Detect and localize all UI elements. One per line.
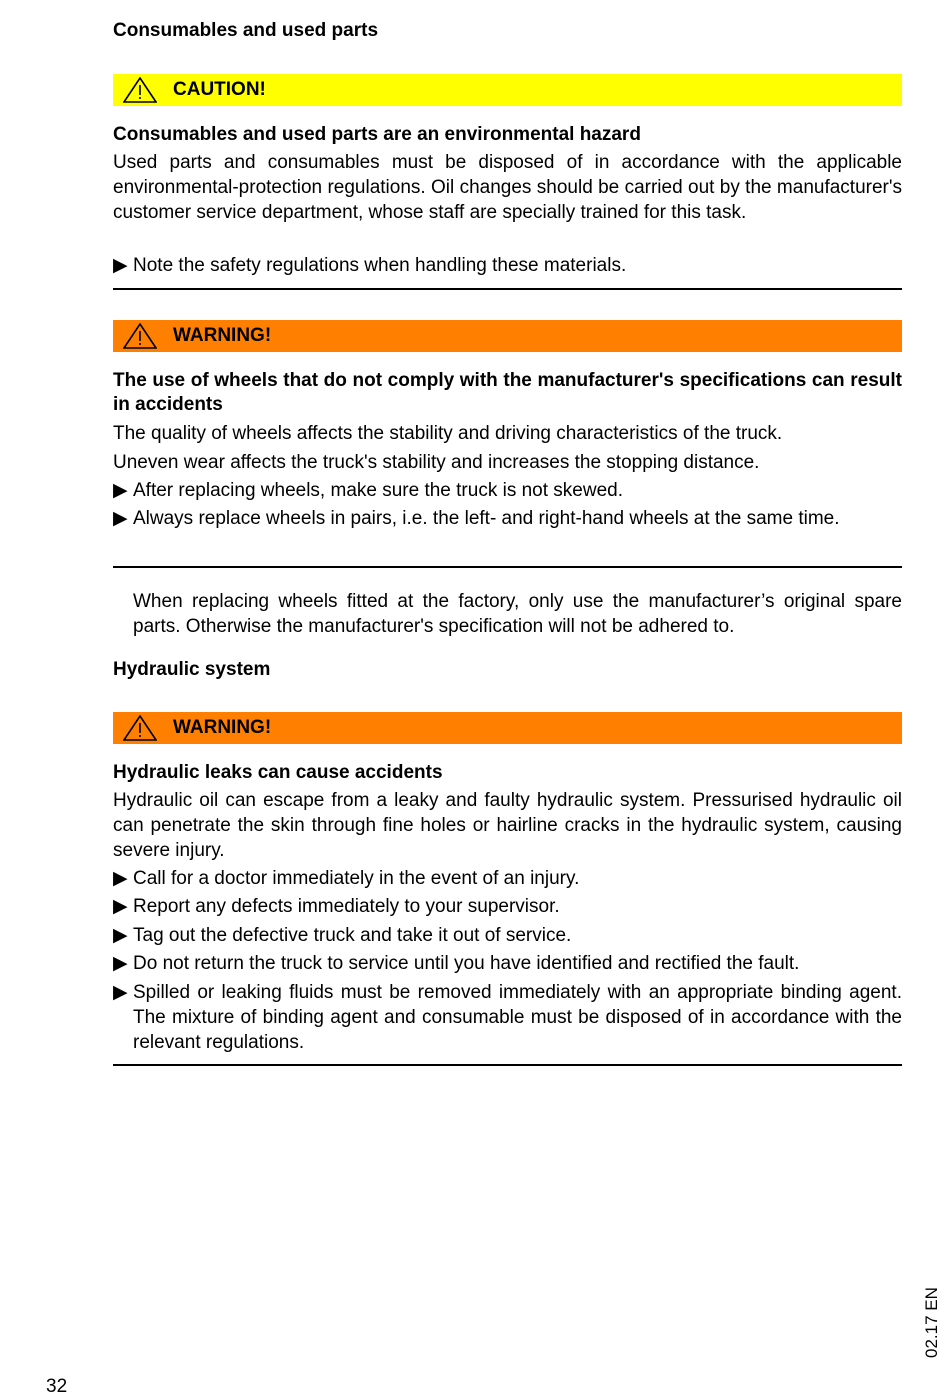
- right-triangle-arrow-icon: ▶: [113, 982, 128, 1003]
- list-item: ▶ Spilled or leaking fluids must be removed immediately with an appropriate binding agent. The mixture of binding agent and consumable must be disposed of in accordance with the relevant regulations.: [113, 982, 902, 1053]
- right-triangle-arrow-icon: ▶: [113, 480, 128, 501]
- wheels-warning-title: The use of wheels that do not comply with the manufacturer's specifications can result in accidents: [113, 370, 902, 415]
- wheels-body-1: The quality of wheels affects the stability and driving characteristics of the truck.: [113, 423, 783, 444]
- list-item: ▶ Report any defects immediately to your supervisor.: [113, 896, 560, 917]
- right-triangle-arrow-icon: ▶: [113, 896, 128, 917]
- warning-triangle-icon: [123, 715, 157, 741]
- section-heading-hydraulic: Hydraulic system: [113, 659, 271, 680]
- right-triangle-arrow-icon: ▶: [113, 255, 128, 276]
- list-item: ▶ After replacing wheels, make sure the truck is not skewed.: [113, 480, 624, 501]
- list-item: ▶ Do not return the truck to service until you have identified and rectified the fault.: [113, 953, 800, 974]
- right-triangle-arrow-icon: ▶: [113, 868, 128, 889]
- section-heading-consumables: Consumables and used parts: [113, 20, 379, 41]
- warning-banner-wheels: [113, 320, 902, 352]
- edition-label: 02.17 EN: [922, 1287, 941, 1358]
- caution-label: CAUTION!: [173, 79, 266, 100]
- hydraulic-warning-title: Hydraulic leaks can cause accidents: [113, 762, 443, 783]
- divider: [113, 566, 902, 568]
- page-number: 32: [46, 1376, 68, 1397]
- warning-triangle-icon: [123, 323, 157, 349]
- caution-body: Used parts and consumables must be disposed of in accordance with the applicable environmental-protection regulations. Oil changes should be carried out by the manufacturer's customer service department, whose staff are specially trained for this task.: [113, 152, 902, 223]
- warning-banner-hydraulic: [113, 712, 902, 744]
- wheels-body-2: Uneven wear affects the truck's stability and increases the stopping distance.: [113, 452, 760, 473]
- list-item: ▶ Note the safety regulations when handling these materials.: [113, 255, 627, 276]
- wheels-note: When replacing wheels fitted at the factory, only use the manufacturer’s original spare parts. Otherwise the manufacturer's specification will not be adhered to.: [133, 591, 902, 637]
- right-triangle-arrow-icon: ▶: [113, 925, 128, 946]
- divider: [113, 288, 902, 290]
- list-item: ▶ Tag out the defective truck and take it out of service.: [113, 925, 572, 946]
- list-item: ▶ Call for a doctor immediately in the event of an injury.: [113, 868, 580, 889]
- warning-label: WARNING!: [173, 325, 272, 346]
- right-triangle-arrow-icon: ▶: [113, 953, 128, 974]
- caution-title: Consumables and used parts are an environmental hazard: [113, 124, 641, 145]
- right-triangle-arrow-icon: ▶: [113, 508, 128, 529]
- warning-label: WARNING!: [173, 717, 272, 738]
- list-item: ▶ Always replace wheels in pairs, i.e. the left- and right-hand wheels at the same time.: [113, 508, 840, 529]
- hydraulic-body: Hydraulic oil can escape from a leaky and faulty hydraulic system. Pressurised hydraulic oil can penetrate the skin through fine holes or hairline cracks in the hydraulic system, causing severe injury.: [113, 790, 902, 861]
- warning-triangle-icon: [123, 77, 157, 103]
- caution-banner: [113, 74, 902, 106]
- divider: [113, 1064, 902, 1066]
